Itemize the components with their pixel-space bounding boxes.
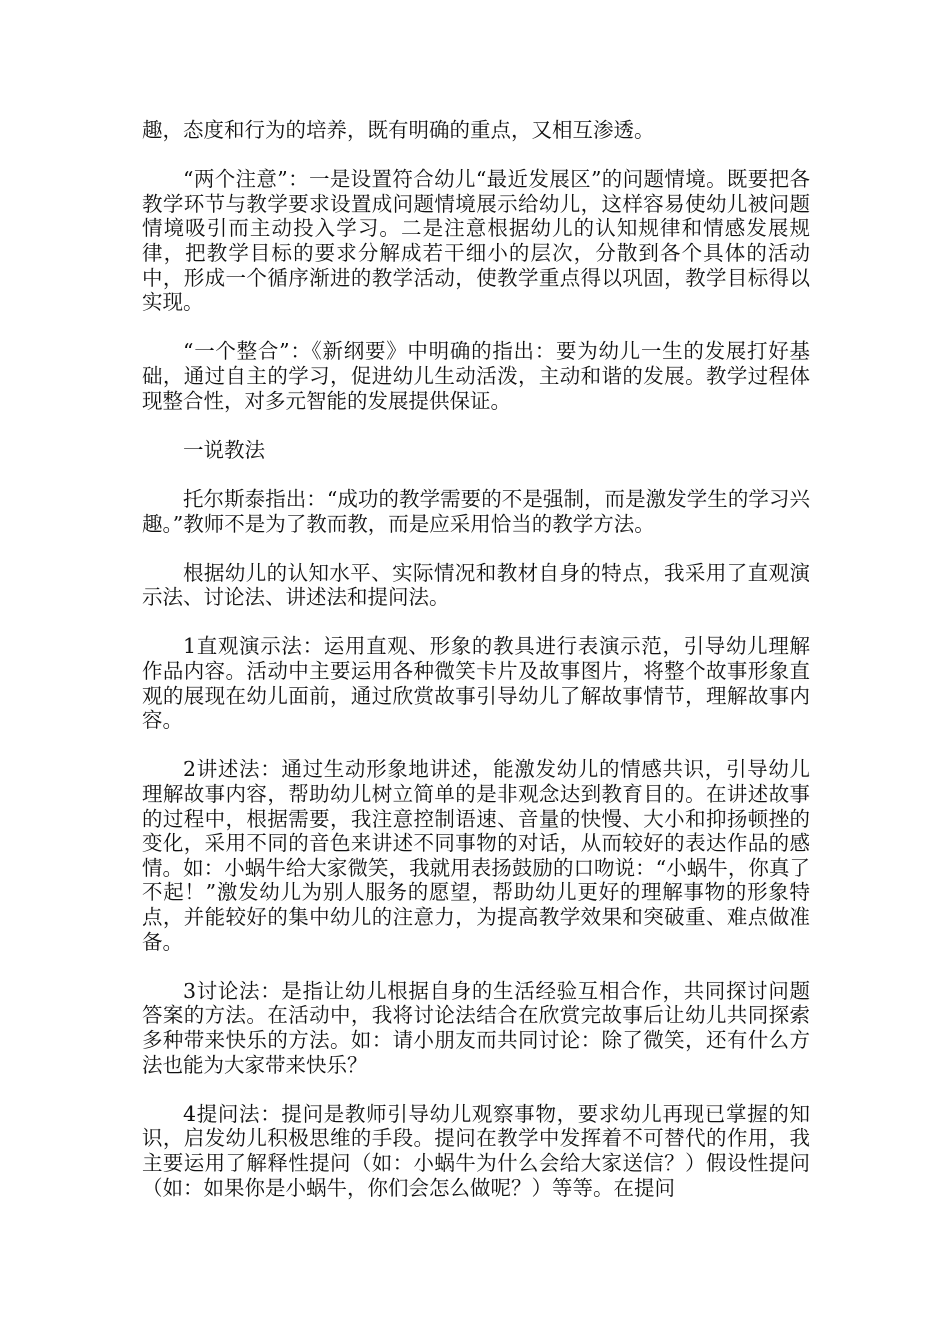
section-heading-teaching-methods: 一说教法 [183,437,265,462]
paragraph-method-discussion: 3讨论法：是指让幼儿根据自身的生活经验互相合作，共同探讨问题答案的方法。在活动中，我将讨论法结合在欣赏完故事后让幼儿共同探索多种带来快乐的方法。如：请小朋友而共同讨论：除了微笑，还有什么方法也能为大家带来快乐？ [142,978,810,1077]
paragraph-methods-overview: 根据幼儿的认知水平、实际情况和教材自身的特点，我采用了直观演示法、讨论法、讲述法和提问法。 [142,560,810,610]
paragraph-one-integration: “一个整合”：《新纲要》中明确的指出：要为幼儿一生的发展打好基础，通过自主的学习，促进幼儿生动活泼，主动和谐的发展。教学过程体现整合性，对多元智能的发展提供保证。 [142,339,810,413]
document-body [142,118,810,1225]
paragraph-two-notices: “两个注意”：一是设置符合幼儿“最近发展区”的问题情境。既要把各教学环节与教学要求设置成问题情境展示给幼儿，这样容易使幼儿被问题情境吸引而主动投入学习。二是注意根据幼儿的认知规律和情感发展规律，把教学目标的要求分解成若干细小的层次，分散到各个具体的活动中，形成一个循序渐进的教学活动，使教学重点得以巩固，教学目标得以实现。 [142,167,810,315]
paragraph-tolstoy-quote: 托尔斯泰指出：“成功的教学需要的不是强制，而是激发学生的学习兴趣。”教师不是为了教而教，而是应采用恰当的教学方法。 [142,486,810,536]
paragraph-method-narration: 2讲述法：通过生动形象地讲述，能激发幼儿的情感共识，引导幼儿理解故事内容，帮助幼儿树立简单的是非观念达到教育目的。在讲述故事的过程中，根据需要，我注意控制语速、音量的快慢、大小和抑扬顿挫的变化，采用不同的音色来讲述不同事物的对话，从而较好的表达作品的感情。如：小蜗牛给大家微笑，我就用表扬鼓励的口吻说：“小蜗牛，你真了不起！”激发幼儿为别人服务的愿望，帮助幼儿更好的理解事物的形象特点，并能较好的集中幼儿的注意力，为提高教学效果和突破重、难点做准备。 [142,757,810,954]
paragraph-method-questioning: 4提问法：提问是教师引导幼儿观察事物，要求幼儿再现已掌握的知识，启发幼儿积极思维的手段。提问在教学中发挥着不可替代的作用，我主要运用了解释性提问（如：小蜗牛为什么会给大家送信？）假设性提问（如：如果你是小蜗牛，你们会怎么做呢？）等等。在提问 [142,1101,810,1200]
paragraph-continuation: 趣，态度和行为的培养，既有明确的重点，又相互渗透。 [142,118,655,142]
paragraph-method-demonstration: 1直观演示法：运用直观、形象的教具进行表演示范，引导幼儿理解作品内容。活动中主要运用各种微笑卡片及故事图片，将整个故事形象直观的展现在幼儿面前，通过欣赏故事引导幼儿了解故事情节，理解故事内容。 [142,634,810,733]
